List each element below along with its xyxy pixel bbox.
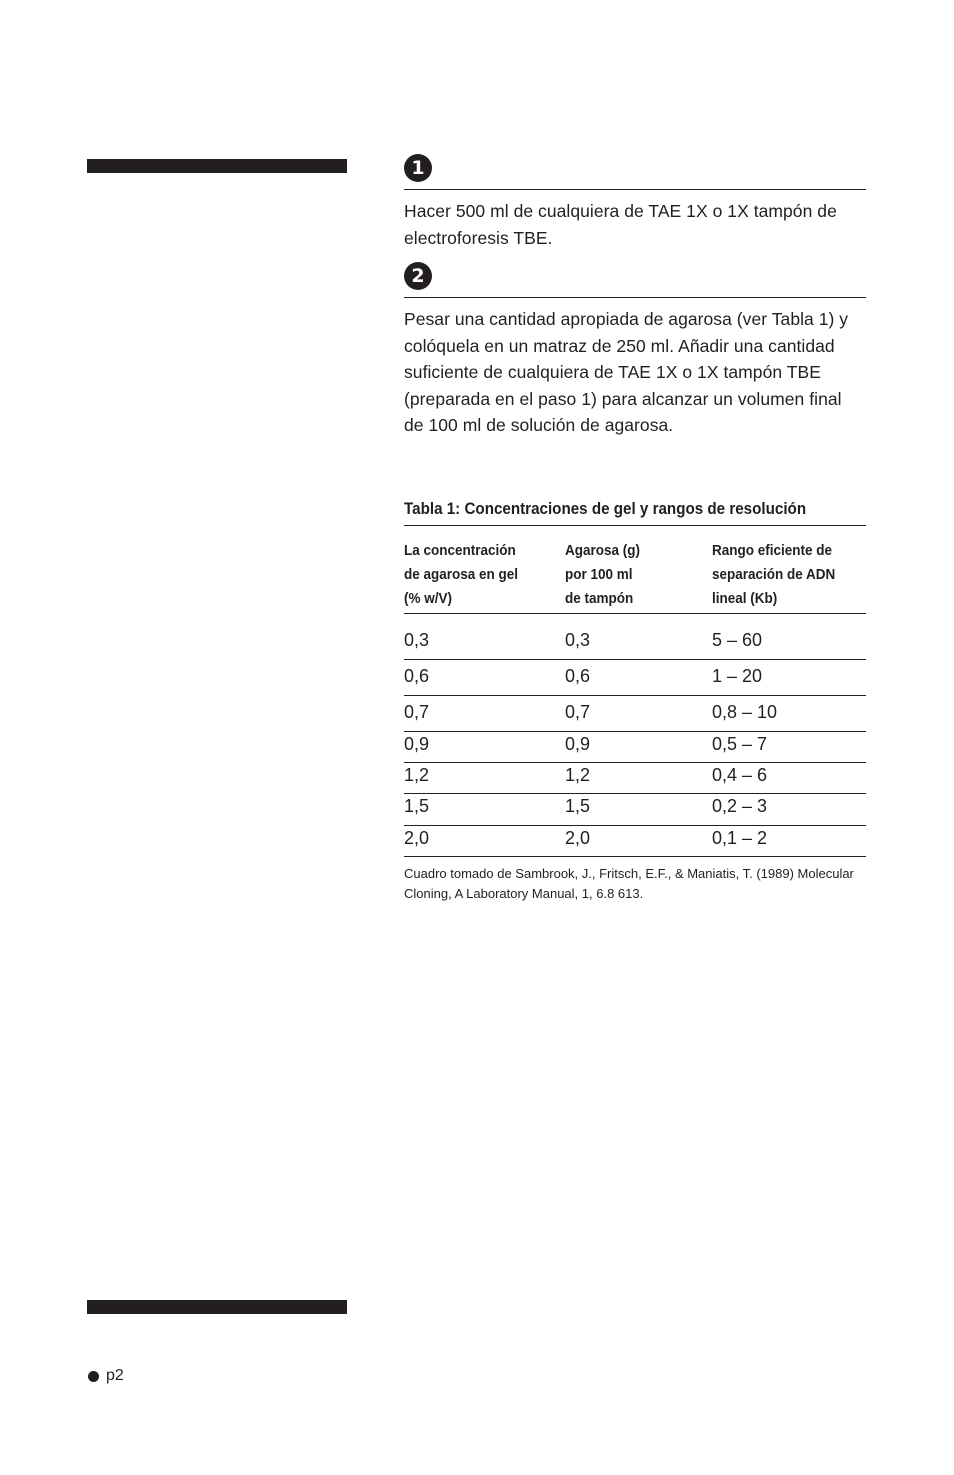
- cell: 1,5: [404, 796, 430, 816]
- cell: 2,0: [565, 828, 591, 848]
- cell: 5 – 60: [712, 630, 763, 650]
- cell: 0,2 – 3: [712, 796, 768, 816]
- cell: 1,2: [404, 765, 430, 785]
- header-agarose: Agarosa (g) por 100 ml de tampón: [565, 542, 641, 607]
- cell: 0,3: [404, 630, 430, 650]
- table-footnote: Cuadro tomado de Sambrook, J., Fritsch, E.F., & Maniatis, T. (1989) Molecular Cloning, A Laboratory Manual, 1, 6.8 613.: [404, 866, 854, 901]
- step-number-1: 1: [404, 154, 432, 182]
- cell: 0,9: [404, 734, 430, 754]
- step-2-header: [404, 262, 866, 298]
- table-title: Tabla 1: Concentraciones de gel y rangos de resolución: [404, 500, 807, 518]
- table-row: [404, 793, 866, 826]
- cell: 2,0: [404, 828, 430, 848]
- cell: 0,3: [565, 630, 591, 650]
- cell: 0,4 – 6: [712, 765, 768, 785]
- cell: 1,5: [565, 796, 591, 816]
- table-header: [404, 539, 866, 614]
- decorative-bar-bottom: [87, 1300, 347, 1314]
- cell: 0,6: [565, 666, 591, 686]
- cell: 0,7: [404, 702, 430, 722]
- table-title-rule: [404, 525, 866, 526]
- header-concentration: La concentración de agarosa en gel (% w/V): [404, 542, 519, 607]
- page-number-label: p2: [106, 1367, 124, 1384]
- cell: 0,6: [404, 666, 430, 686]
- step-number-2: 2: [404, 262, 432, 290]
- table-row: [404, 825, 866, 857]
- header-separation-range: Rango eficiente de separación de ADN lineal (Kb): [712, 542, 836, 607]
- cell: 0,7: [565, 702, 591, 722]
- step-2-text: Pesar una cantidad apropiada de agarosa (ver Tabla 1) y colóquela en un matraz de 250 ml. Añadir una cantidad suficiente de cualquiera de TAE 1X o 1X tampón TBE (preparada en el paso 1) para alcanzar un volumen final de 100 ml de solución de agarosa.: [404, 309, 849, 435]
- cell: 0,5 – 7: [712, 734, 768, 754]
- table-row: [404, 659, 866, 696]
- page-number: [88, 1367, 124, 1385]
- cell: 0,9: [565, 734, 591, 754]
- step-1-text: Hacer 500 ml de cualquiera de TAE 1X o 1X tampón de electroforesis TBE.: [404, 201, 837, 248]
- cell: 1 – 20: [712, 666, 763, 686]
- step-1-header: [404, 154, 866, 190]
- table-row: [404, 762, 866, 794]
- table-row: [404, 731, 866, 763]
- cell: 0,8 – 10: [712, 702, 778, 722]
- table-row: [404, 695, 866, 732]
- bullet-icon: [88, 1371, 99, 1382]
- cell: 1,2: [565, 765, 591, 785]
- decorative-bar-top: [87, 159, 347, 173]
- cell: 0,1 – 2: [712, 828, 768, 848]
- table-row: [404, 613, 866, 660]
